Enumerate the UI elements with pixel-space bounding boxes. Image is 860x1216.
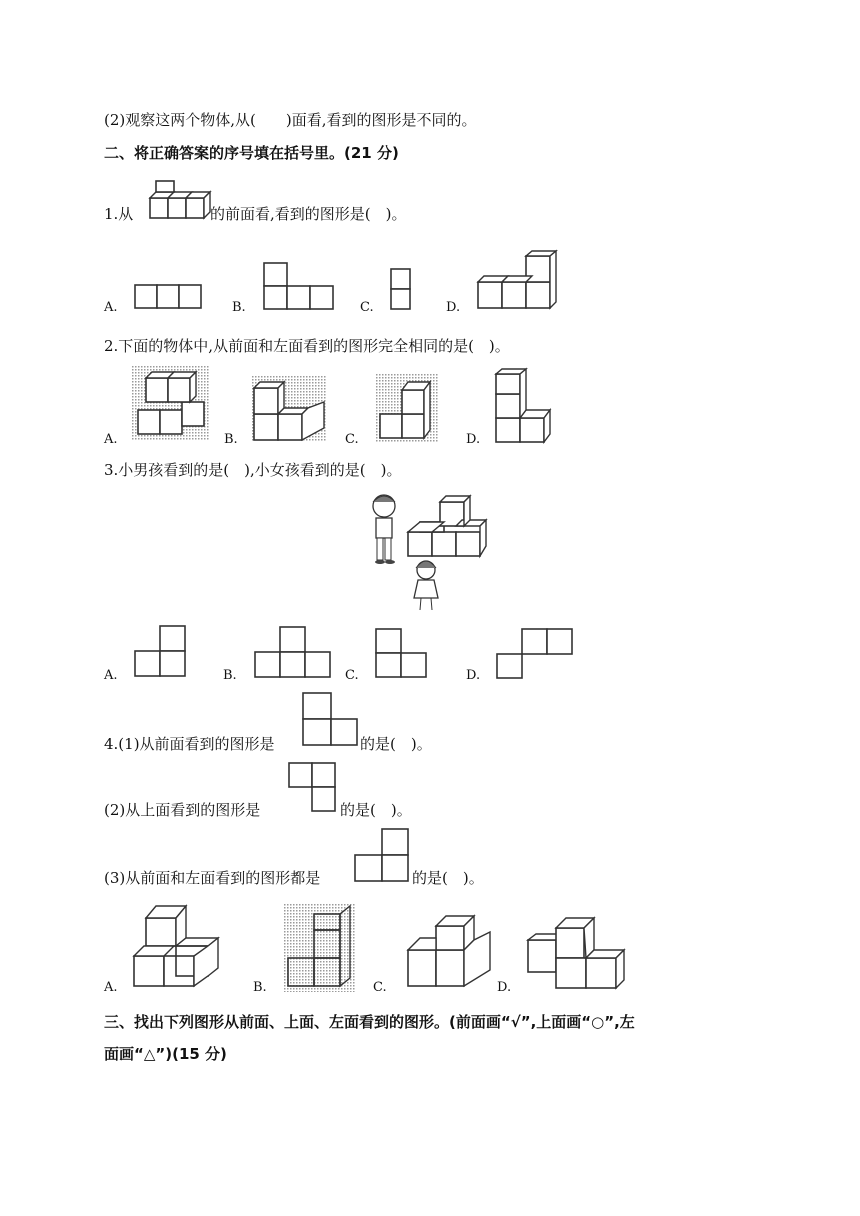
question-2-partial: (2)观察这两个物体,从( )面看,看到的图形是不同的。 [104,111,477,129]
q2-option-d-figure [494,368,558,444]
q4-part2-text-after: 的是( )。 [340,801,412,819]
q1-text-after: 的前面看,看到的图形是( )。 [210,205,407,223]
q4-option-b-label: B. [253,980,267,995]
q3-option-a-figure [134,625,188,679]
q2-option-d-label: D. [466,432,481,447]
boy-figure [373,495,395,564]
q4-part2-text-before: (2)从上面看到的图形是 [104,801,261,819]
section-3-heading-line1: 三、找出下列图形从前面、上面、左面看到的图形。(前面画“√”,上面画“○”,左 [104,1013,635,1031]
q4-part3-shape [354,828,412,884]
girl-figure [414,561,438,610]
q3-option-b-figure [254,626,332,680]
q2-option-b-label: B. [224,432,238,447]
q1-option-b-label: B. [232,300,246,315]
q3-option-d-figure [496,628,574,680]
q1-option-b-figure [263,262,335,312]
q1-option-a-label: A. [104,300,118,315]
q3-option-b-label: B. [223,668,237,683]
section-3-heading-line2: 面画“△”)(15 分) [104,1045,227,1063]
q1-option-a-figure [134,284,204,310]
q4-option-a-label: A. [104,980,118,995]
q3-option-c-figure [375,628,429,680]
q4-part3-text-after: 的是( )。 [412,869,484,887]
q4-option-d-figure [526,916,626,992]
q3-option-d-label: D. [466,668,481,683]
q1-option-c-label: C. [360,300,374,315]
q4-part1-shape [300,692,360,748]
q1-text-before: 1.从 [104,205,134,223]
q2-option-b-figure [252,376,326,442]
q4-part1-text-after: 的是( )。 [360,735,432,753]
q1-object-figure [146,180,210,222]
q4-option-b-figure [284,904,356,992]
q2-option-a-label: A. [104,432,118,447]
q3-option-c-label: C. [345,668,359,683]
q4-part1-text-before: 4.(1)从前面看到的图形是 [104,735,275,753]
q1-option-d-figure [476,250,562,312]
q3-option-a-label: A. [104,668,118,683]
q2-option-c-label: C. [345,432,359,447]
q4-option-a-figure [130,902,222,990]
q1-option-c-figure [390,268,412,312]
q2-option-a-figure [132,366,210,440]
q3-scene-figure [364,492,494,616]
q4-option-c-figure [406,914,494,990]
q3-text: 3.小男孩看到的是( ),小女孩看到的是( )。 [104,461,402,479]
q4-part2-shape [286,762,340,814]
q4-part3-text-before: (3)从前面和左面看到的图形都是 [104,869,321,887]
q2-text: 2.下面的物体中,从前面和左面看到的图形完全相同的是( )。 [104,337,510,355]
q4-option-d-label: D. [497,980,512,995]
q4-option-c-label: C. [373,980,387,995]
q2-option-c-figure [376,374,438,442]
q1-option-d-label: D. [446,300,461,315]
section-2-heading: 二、将正确答案的序号填在括号里。(21 分) [104,144,399,162]
